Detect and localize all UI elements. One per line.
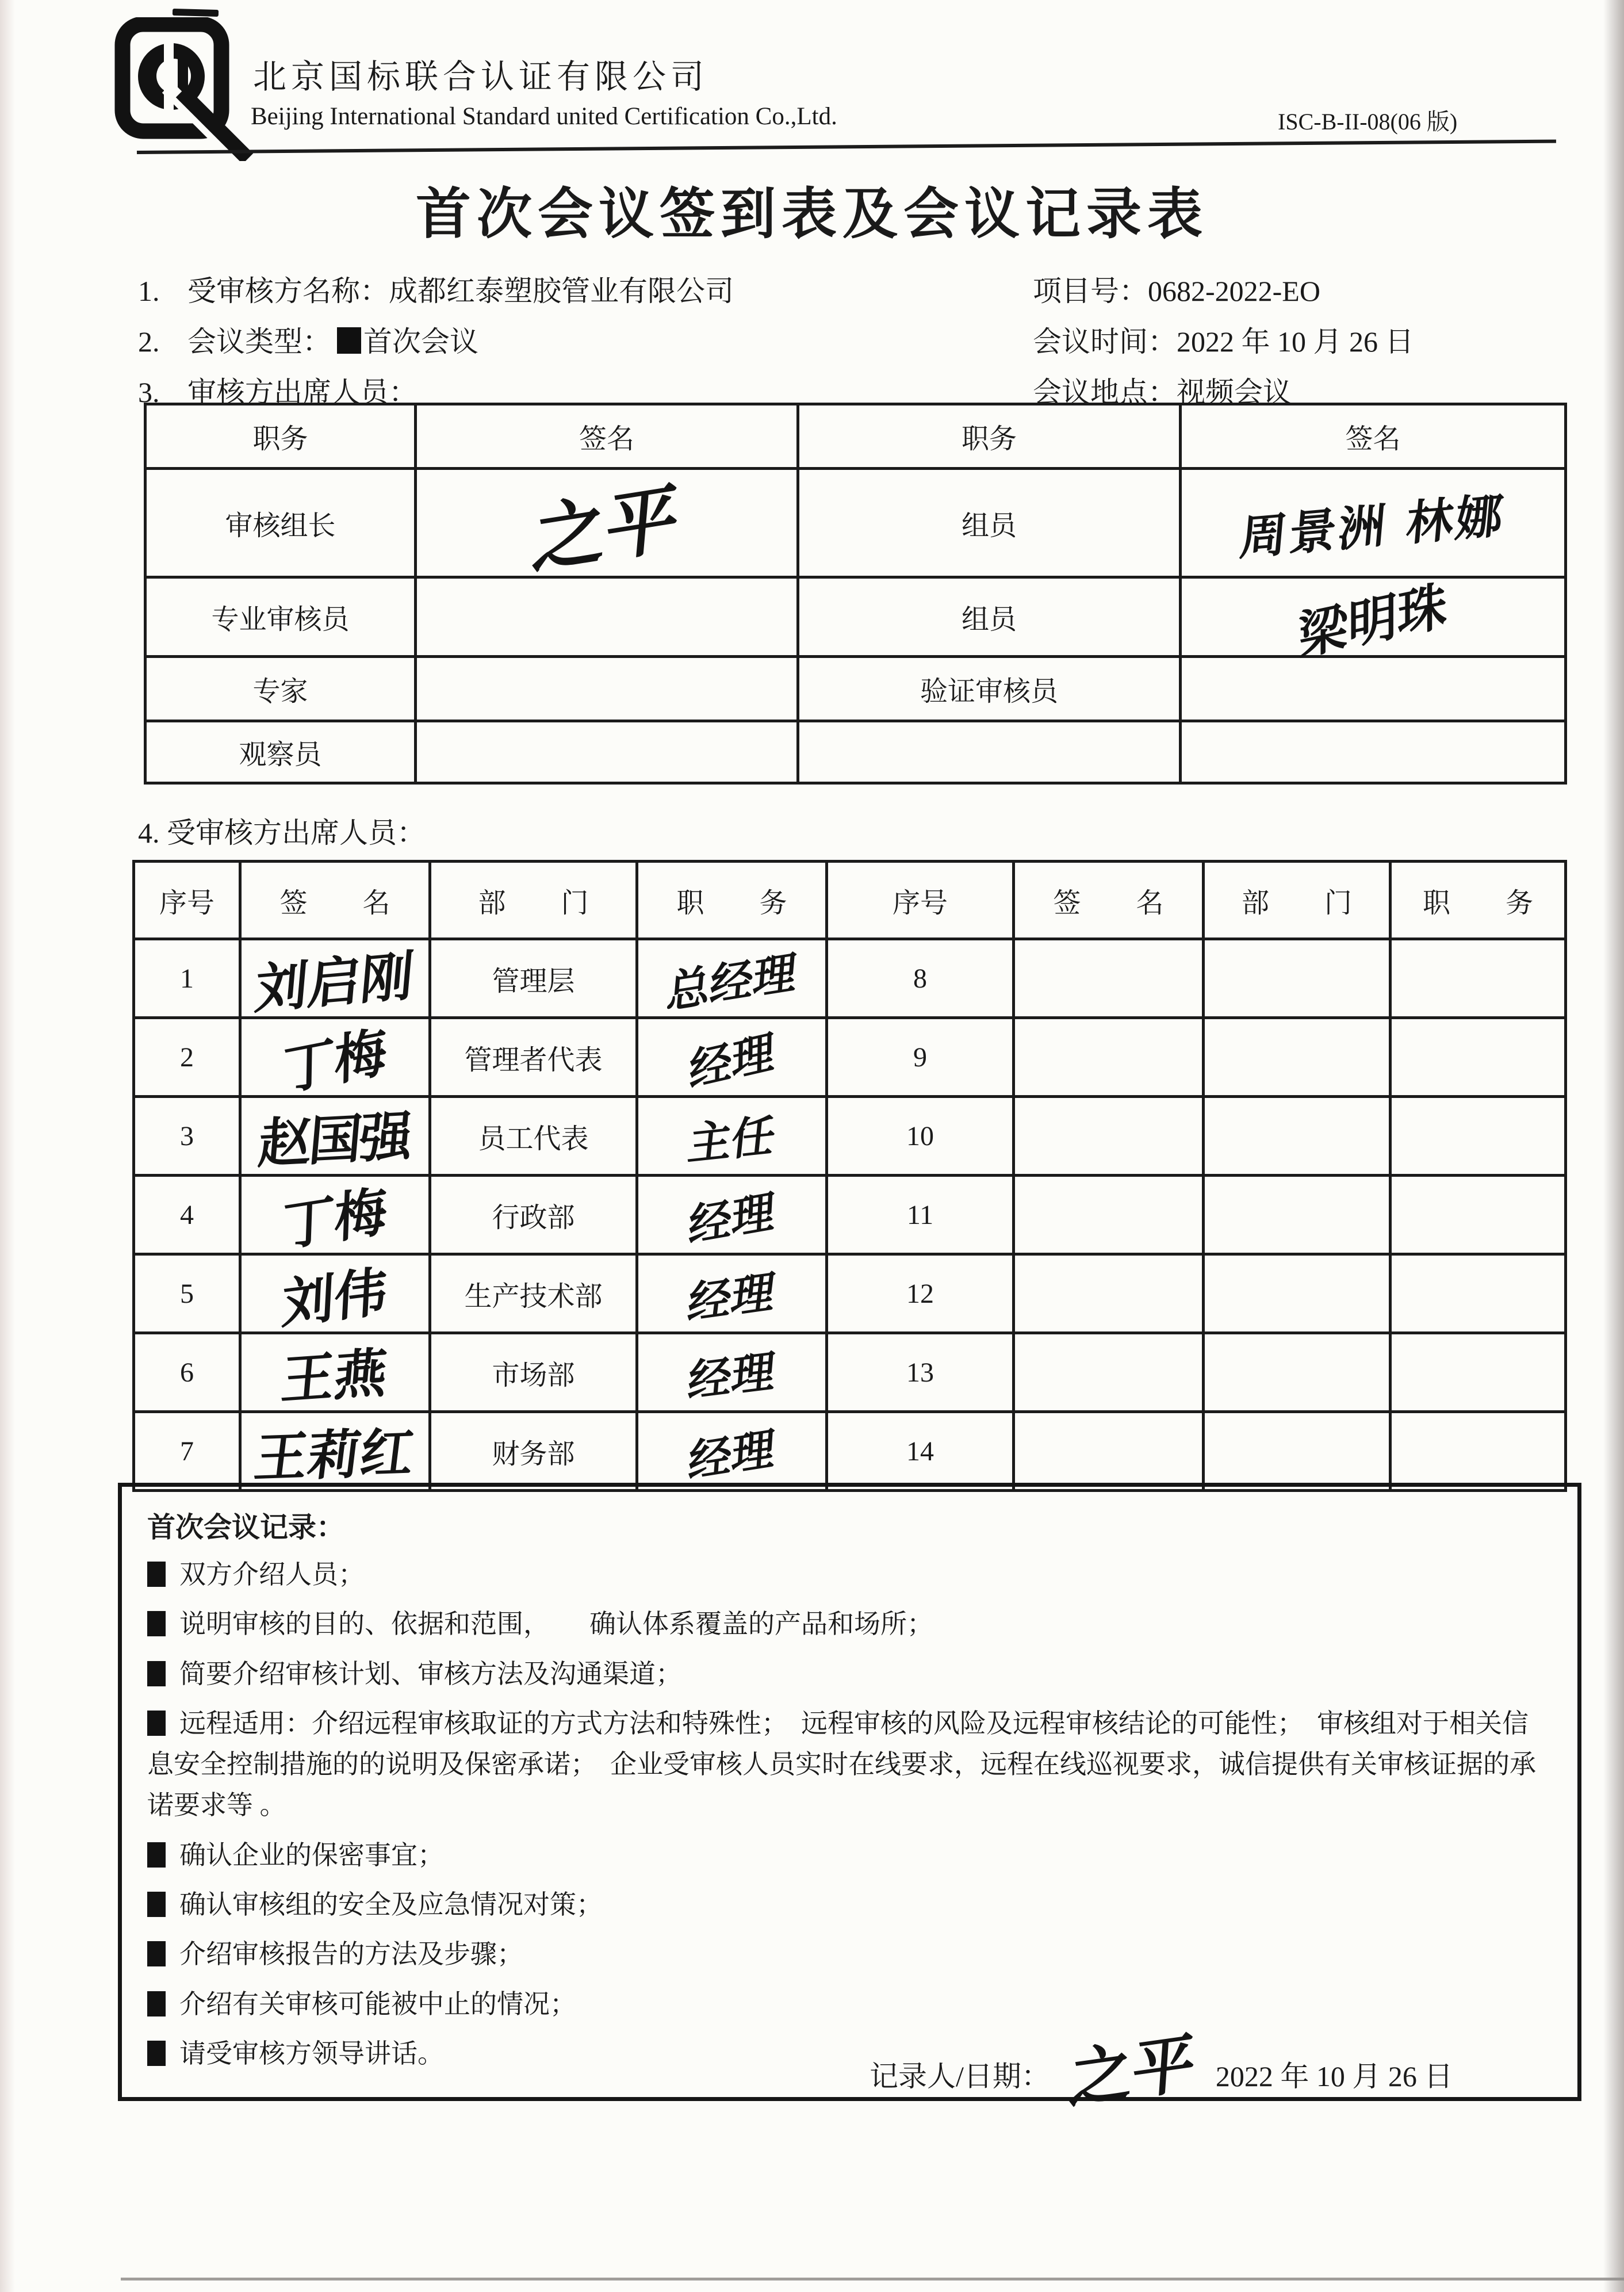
form-title: 首次会议签到表及会议记录表 [416,183,1208,245]
dept-label: 生产技术部 [464,1281,603,1312]
signature-cell [240,1176,430,1259]
empty-cell [416,577,798,657]
bullet-text: 请受审核方领导讲话。 [179,2038,444,2068]
no-cell [827,1176,1014,1254]
auditor-row [145,577,1566,657]
no-cell [134,1333,240,1412]
no-cell [134,1412,240,1491]
meeting-time-group [1033,319,1414,360]
record-bullet [147,1984,1552,2025]
signature-cell [240,1254,430,1336]
empty-cell [1014,1333,1204,1412]
empty-cell [1204,939,1391,1018]
record-bullet [147,1884,1552,1925]
empty-cell [1391,1018,1566,1097]
empty-cell [1181,657,1566,721]
attendee-header-row [134,862,1566,939]
header-cell: 签 名 [1014,862,1204,939]
bullet-square-icon [147,1562,166,1587]
row-number: 10 [906,1120,934,1151]
meeting-type-label: 会议类型： [187,326,331,358]
no-cell [827,1412,1014,1491]
empty-cell [1391,1254,1566,1333]
member-signature: 周景洲 林娜 [1238,487,1508,567]
recorder-label: 记录人/日期： [870,2060,1050,2092]
meeting-time-value: 2022 年 10 月 26 日 [1177,326,1414,358]
bullet-square-icon [147,1941,166,1966]
attendee-signature: 王莉红 [251,1421,418,1490]
attendee-signature: 刘伟 [280,1260,389,1336]
bullet-text: 双方介绍人员； [179,1560,365,1589]
role-cell [145,469,416,577]
meeting-place-label: 会议地点： [1033,376,1177,408]
scan-artifact-bottom-line [121,2278,1624,2280]
dept-cell [430,1333,637,1412]
role-cell [798,577,1181,657]
scan-artifact-dash [173,9,219,17]
header-cell: 签名 [1181,404,1566,469]
attendee-signin-table [132,860,1567,1492]
row-number: 3 [180,1120,194,1151]
company-logo-icon [111,17,255,161]
empty-cell [1204,1097,1391,1176]
no-cell [134,939,240,1018]
signature-cell [240,1333,430,1412]
bullet-square-icon [147,1892,166,1917]
signature-cell [240,1412,430,1491]
empty-cell [1204,1018,1391,1097]
header-cell: 职 务 [637,862,827,939]
auditor-row [145,721,1566,783]
auditor-attendees-label: 审核方出席人员： [187,376,418,408]
empty-cell [1391,1097,1566,1176]
duty-cell [637,939,827,1018]
no-cell [134,1097,240,1176]
project-number-group [1033,268,1320,309]
duty-handwritten: 经理 [687,1184,776,1252]
auditor-row [145,469,1566,577]
signature-cell [240,939,430,1021]
empty-cell [1014,1412,1204,1491]
no-cell [134,1254,240,1333]
bullet-square-icon [147,1842,166,1868]
attendee-signature: 丁梅 [281,1179,389,1259]
record-date: 2022 年 10 月 26 日 [1215,2060,1453,2092]
role-cell [145,577,416,657]
row-number: 12 [906,1278,934,1309]
dept-cell [430,1254,637,1333]
dept-label: 财务部 [492,1438,575,1470]
dept-label: 管理层 [492,966,575,997]
row-number: 11 [906,1199,934,1230]
auditee-name: 成都红泰塑胶管业有限公司 [389,275,734,307]
no-cell [827,1254,1014,1333]
duty-cell [637,1176,827,1254]
bullet-text: 介绍有关审核可能被中止的情况； [179,1989,576,2019]
bullet-text: 介绍审核报告的方法及步骤； [179,1939,523,1969]
role-cell [798,469,1181,577]
attendee-row [134,1176,1566,1254]
meta-line-meeting-type [138,319,1553,360]
no-cell [827,939,1014,1018]
company-name-en: Beijing International Standard united Certification Co.,Ltd. [251,103,837,130]
header-cell: 序号 [827,862,1014,939]
record-bullet [147,1604,1552,1644]
duty-handwritten: 经理 [684,1264,778,1330]
form-code: ISC-B-II-08(06 版) [1278,109,1458,135]
record-bullet [147,1835,1552,1876]
row-number: 8 [913,963,927,994]
row-number: 9 [913,1042,927,1073]
role-label: 验证审核员 [920,676,1058,707]
dept-label: 市场部 [492,1360,575,1391]
empty-cell [416,657,798,721]
duty-cell [637,1097,827,1176]
attendee-signature: 王燕 [279,1342,390,1411]
row-number: 4 [180,1199,194,1230]
dept-label: 行政部 [492,1202,575,1233]
role-cell [145,721,416,783]
row-number: 5 [180,1278,194,1309]
empty-cell [1204,1254,1391,1333]
signature-cell [416,469,798,586]
record-bullet [147,1554,1552,1595]
attendee-row [134,1254,1566,1333]
empty-cell [1391,939,1566,1018]
duty-handwritten: 经理 [685,1344,777,1407]
section4-title: 4. 受审核方出席人员： [138,817,426,849]
bullet-text: 确认企业的保密事宜； [179,1840,444,1870]
no-cell [134,1018,240,1097]
meta-line-auditee [138,268,1553,309]
dept-cell [430,939,637,1018]
scan-edge-right [1603,0,1624,2292]
empty-cell [1014,1018,1204,1097]
first-meeting-record-box [118,1483,1581,2118]
empty-cell [1014,1254,1204,1333]
auditee-label: 受审核方名称： [187,275,389,307]
row-number: 2 [180,1042,194,1073]
duty-handwritten: 经理 [688,1024,775,1097]
header-cell: 签名 [416,404,798,469]
duty-handwritten: 主任 [685,1108,778,1170]
attendee-row [134,1018,1566,1097]
no-cell [827,1018,1014,1097]
empty-cell [1204,1412,1391,1491]
header-cell: 序号 [134,862,240,939]
header-cell: 签 名 [240,862,430,939]
attendee-row [134,1412,1566,1491]
item-number: 1. [138,275,160,307]
member-signature: 梁明珠 [1299,575,1447,667]
scan-edge-left [0,0,15,2292]
attendee-signature: 刘启刚 [252,944,417,1021]
item-number: 2. [138,326,160,358]
dept-cell [430,1018,637,1097]
role-label: 专业审核员 [211,604,350,635]
signature-cell [1181,575,1566,667]
header-divider [137,140,1556,154]
item-number: 3. [138,376,160,408]
auditor-row [145,657,1566,721]
bullet-text: 确认审核组的安全及应急情况对策； [179,1890,603,1920]
attendee-signature: 丁梅 [282,1020,388,1103]
duty-cell [637,1018,827,1097]
no-cell [827,1333,1014,1412]
auditor-signin-table [144,403,1567,785]
attendee-row [134,1333,1566,1412]
empty-cell [1391,1176,1566,1254]
project-number-value: 0682-2022-EO [1148,275,1320,307]
signature-cell [240,1097,430,1176]
duty-cell [637,1254,827,1333]
empty-cell [1391,1333,1566,1412]
checkbox-filled-icon [337,327,361,354]
duty-cell [637,1412,827,1491]
no-cell [827,1097,1014,1176]
role-cell [798,657,1181,721]
empty-cell [1181,721,1566,783]
row-number: 7 [180,1436,194,1467]
bullet-text: 简要介绍审核计划、审核方法及沟通渠道； [179,1659,682,1689]
record-bullet [147,1654,1552,1694]
role-label: 观察员 [239,740,322,770]
attendee-row [134,939,1566,1018]
empty-cell [1014,1097,1204,1176]
header-cell: 职 务 [1391,862,1566,939]
lead-auditor-signature: 之平 [529,474,683,586]
attendee-row [134,1097,1566,1176]
record-bullet [147,1934,1552,1975]
record-heading: 首次会议记录： [147,1512,345,1543]
role-cell [145,657,416,721]
recorder-signature: 之平 [1067,2025,1198,2118]
auditor-header-row [145,404,1566,469]
dept-cell [430,1412,637,1491]
empty-cell [1204,1333,1391,1412]
meeting-type-value: 首次会议 [363,326,478,358]
bullet-square-icon [147,1611,166,1636]
empty-cell [1391,1412,1566,1491]
bullet-text: 说明审核的目的、依据和范围， 确认体系覆盖的产品和场所； [179,1609,933,1639]
header-cell: 部 门 [1204,862,1391,939]
record-bullet [147,1703,1552,1826]
signature-cell [1181,469,1566,577]
role-label: 审核组长 [225,510,336,541]
header-cell: 职务 [798,404,1181,469]
attendee-signature: 赵国强 [256,1105,413,1176]
header-cell: 职务 [145,404,416,469]
row-number: 1 [180,963,194,994]
no-cell [134,1176,240,1254]
empty-cell [416,721,798,783]
dept-cell [430,1097,637,1176]
empty-cell [1204,1176,1391,1254]
bullet-square-icon [147,1711,166,1736]
dept-label: 管理者代表 [464,1044,603,1076]
signature-cell [240,1018,430,1103]
duty-handwritten: 经理 [686,1421,777,1488]
empty-cell [1014,1176,1204,1254]
bullet-square-icon [147,2041,166,2066]
recorder-line [870,2021,1453,2118]
meeting-place-value: 视频会议 [1177,376,1292,408]
project-number-label: 项目号： [1033,275,1148,307]
empty-cell [1014,939,1204,1018]
dept-cell [430,1176,637,1254]
duty-handwritten: 总经理 [664,945,799,1019]
header-cell: 部 门 [430,862,637,939]
duty-cell [637,1333,827,1412]
role-label: 组员 [961,510,1017,541]
row-number: 13 [906,1357,934,1388]
bullet-text: 远程适用：介绍远程审核取证的方式方法和特殊性； 远程审核的风险及远程审核结论的可能性； 审核组对于相关信息安全控制措施的的说明及保密承诺； 企业受审核人员实时在线要求，远程在线巡视要求，诚信提供有关审核证据的承诺要求等 。 [147,1708,1536,1820]
dept-label: 员工代表 [478,1123,589,1154]
empty-cell [798,721,1181,783]
meeting-time-label: 会议时间： [1033,326,1177,358]
row-number: 14 [906,1436,934,1467]
row-number: 6 [180,1357,194,1388]
role-label: 组员 [961,604,1017,635]
company-name-cn: 北京国标联合认证有限公司 [253,58,709,95]
bullet-square-icon [147,1991,166,2016]
role-label: 专家 [252,676,308,707]
bullet-square-icon [147,1661,166,1686]
